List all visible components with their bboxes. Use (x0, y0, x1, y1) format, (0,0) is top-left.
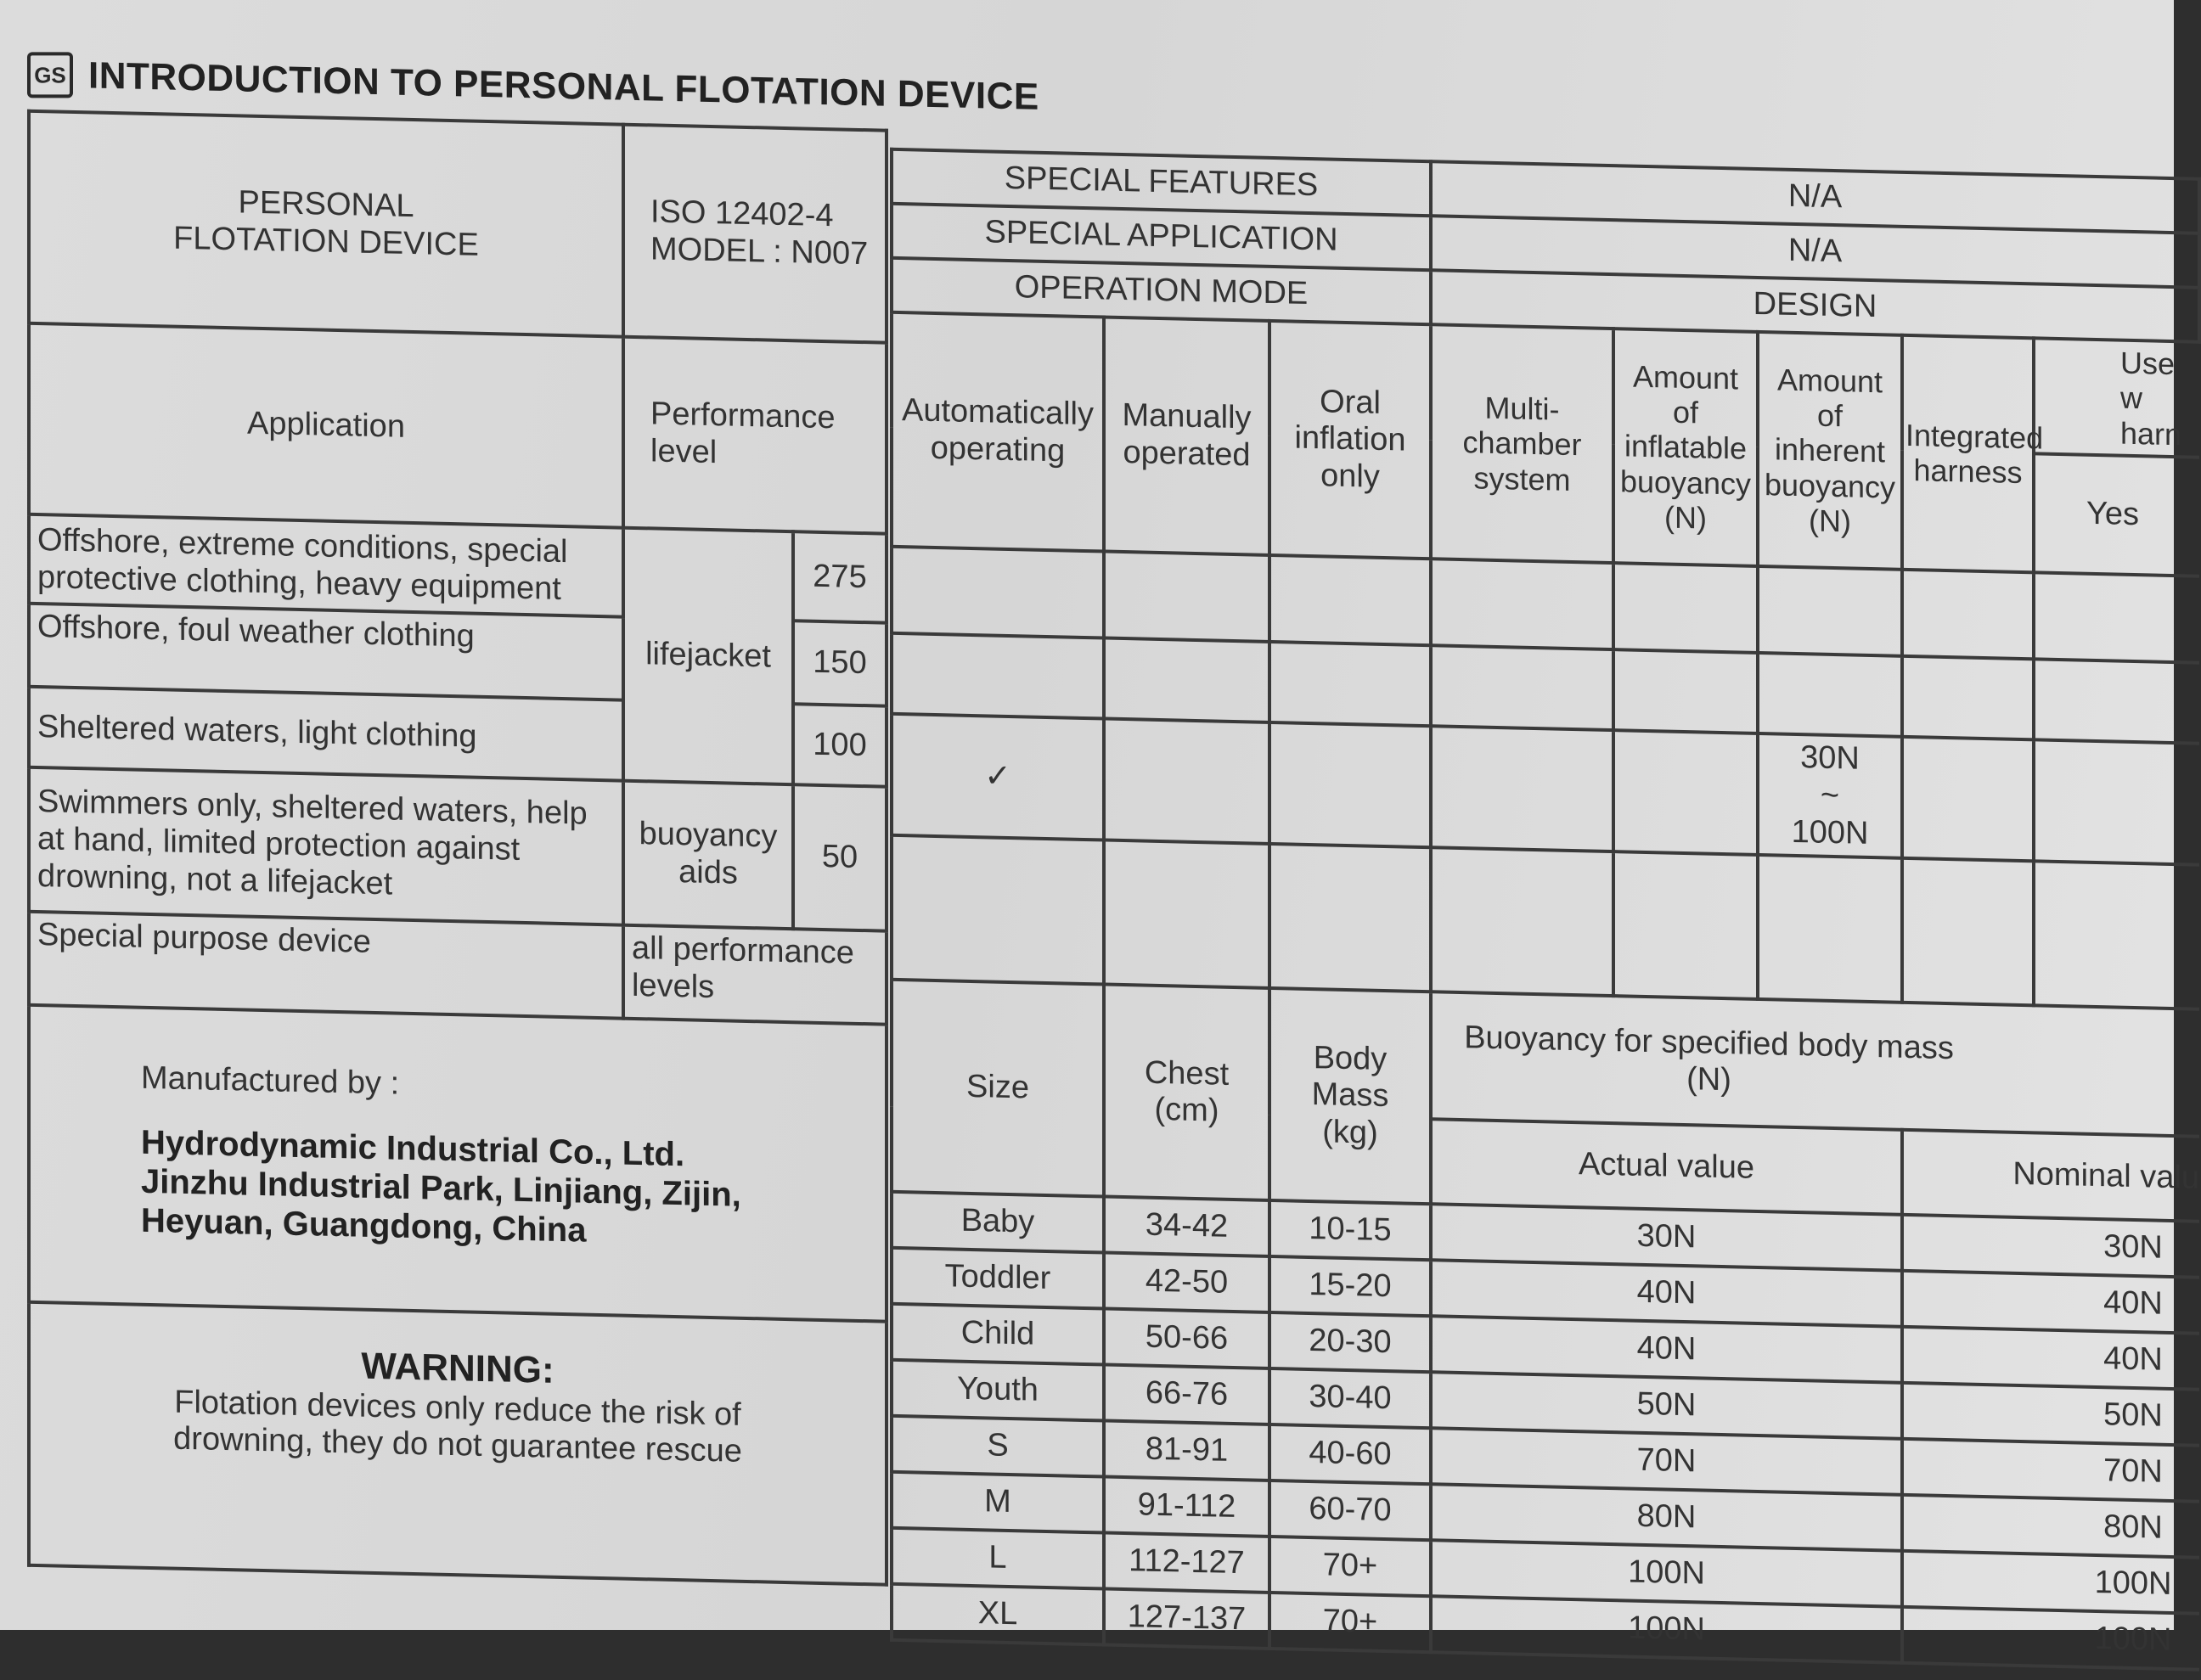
level-275: 275 (793, 531, 887, 622)
chest-cell: 81-91 (1104, 1421, 1269, 1481)
op-cell (1269, 844, 1431, 992)
col-automatically-operating: Automatically operating (892, 312, 1104, 552)
size-cell: Toddler (892, 1248, 1104, 1309)
buoyancy-header: Buoyancy for specified body mass (N) (1431, 992, 2199, 1137)
design-cell (1613, 649, 1758, 733)
op-cell (892, 835, 1104, 985)
size-cell: M (892, 1472, 1104, 1533)
design-cell (1431, 559, 1613, 649)
inherent-buoyancy-value: 30N ~ 100N (1758, 733, 1902, 858)
nominal-value-cell: 100N (1902, 1551, 2199, 1614)
col-oral-inflation: Oral inflation only (1269, 321, 1431, 559)
manufacturer-block (29, 1005, 887, 1322)
size-header: Size (892, 980, 1104, 1197)
op-cell (1104, 840, 1269, 988)
size-cell: S (892, 1416, 1104, 1477)
design-cell (1902, 656, 2034, 740)
col-manually-operated: Manually operated (1104, 317, 1269, 556)
design-cell (2034, 862, 2199, 1009)
nominal-value-header: Nominal valu (1902, 1130, 2199, 1222)
right-table (890, 148, 2201, 1672)
actual-value-cell: 40N (1431, 1316, 1902, 1383)
actual-value-cell: 50N (1431, 1372, 1902, 1439)
col-inherent-buoyancy: Amount of inherent buoyancy (N) (1758, 332, 1902, 570)
special-application-value: N/A (1431, 216, 2199, 288)
pfd-label-text: PERSONAL FLOTATION DEVICE (173, 184, 479, 263)
design-cell (1431, 726, 1613, 851)
mass-cell: 20-30 (1269, 1312, 1431, 1372)
col-use-with-harness: Use w harn (2034, 338, 2199, 458)
nominal-value-cell: 40N (1902, 1271, 2199, 1334)
application-row-2: Offshore, foul weather clothing (29, 604, 623, 700)
gs-logo-icon (27, 52, 73, 98)
op-cell (1269, 642, 1431, 726)
application-header: Application (29, 323, 623, 528)
design-cell (1613, 851, 1758, 999)
level-50: 50 (793, 784, 887, 930)
model-text: ISO 12402-4 MODEL : N007 (650, 194, 869, 273)
actual-value-cell: 30N (1431, 1204, 1902, 1271)
mass-cell: 10-15 (1269, 1200, 1431, 1260)
application-row-1: Offshore, extreme conditions, special protective clothing, heavy equipment (29, 514, 623, 617)
size-cell: XL (892, 1584, 1104, 1645)
mass-cell: 40-60 (1269, 1424, 1431, 1484)
actual-value-cell: 80N (1431, 1484, 1902, 1551)
left-table (27, 110, 888, 1587)
performance-header: Performance level (623, 337, 887, 534)
mass-cell: 30-40 (1269, 1368, 1431, 1428)
design-cell (1613, 730, 1758, 855)
mass-cell: 60-70 (1269, 1481, 1431, 1540)
manufacturer-label: Manufactured by : (141, 1059, 400, 1102)
size-cell: Baby (892, 1192, 1104, 1253)
op-cell (892, 633, 1104, 719)
design-cell (2034, 660, 2199, 744)
level-100: 100 (793, 704, 887, 786)
design-cell (1758, 653, 1902, 737)
page-title: INTRODUCTION TO PERSONAL FLOTATION DEVICE (88, 54, 1039, 118)
actual-value-cell: 100N (1431, 1596, 1902, 1663)
nominal-value-cell: 40N (1902, 1327, 2199, 1390)
design-cell (1902, 737, 2034, 862)
mass-cell: 70+ (1269, 1537, 1431, 1596)
nominal-value-cell: 80N (1902, 1495, 2199, 1558)
size-cell: Youth (892, 1360, 1104, 1421)
pfd-label (29, 111, 623, 337)
chest-cell: 91-112 (1104, 1477, 1269, 1537)
design-cell (2034, 573, 2199, 663)
nominal-value-cell: 50N (1902, 1383, 2199, 1446)
chest-cell: 50-66 (1104, 1309, 1269, 1368)
model-cell (623, 125, 887, 343)
special-features-label: SPECIAL FEATURES (892, 149, 1431, 216)
nominal-value-cell: 30N (1902, 1215, 2199, 1278)
logo-text: GS (34, 61, 66, 87)
design-cell (1613, 563, 1758, 653)
actual-value-cell: 40N (1431, 1260, 1902, 1327)
buoyancy-aids-label: buoyancy aids (623, 781, 793, 930)
nominal-value-cell: 100N (1902, 1607, 2199, 1670)
op-cell (1104, 638, 1269, 722)
application-row-4: Swimmers only, sheltered waters, help at hand, limited protection against drowning, not a lifejacket (29, 767, 623, 925)
mass-cell: 15-20 (1269, 1256, 1431, 1316)
actual-value-cell: 70N (1431, 1428, 1902, 1495)
op-cell (1269, 722, 1431, 847)
all-levels-label: all performance levels (623, 925, 887, 1025)
warning-title: WARNING: (361, 1345, 554, 1391)
chest-cell: 42-50 (1104, 1253, 1269, 1312)
chest-cell: 127-137 (1104, 1589, 1269, 1649)
design-cell (1431, 847, 1613, 996)
special-features-value: N/A (1431, 161, 2199, 233)
warning-block (29, 1302, 887, 1585)
col-integrated-harness: Integrated harness (1902, 335, 2034, 573)
chest-cell: 112-127 (1104, 1533, 1269, 1593)
level-150: 150 (793, 621, 887, 705)
actual-value-header: Actual value (1431, 1119, 1902, 1215)
design-cell (1758, 566, 1902, 656)
lifejacket-label: lifejacket (623, 528, 793, 785)
col-multi-chamber: Multi-chamber system (1431, 324, 1613, 563)
special-application-label: SPECIAL APPLICATION (892, 204, 1431, 270)
chest-cell: 66-76 (1104, 1365, 1269, 1424)
warning-text: Flotation devices only reduce the risk of drowning, they do not guarantee rescue (173, 1384, 742, 1470)
design-cell (1902, 858, 2034, 1006)
chest-cell: 34-42 (1104, 1197, 1269, 1256)
col-yes: Yes (2034, 454, 2199, 576)
chest-header: Chest (cm) (1104, 985, 1269, 1200)
application-row-3: Sheltered waters, light clothing (29, 687, 623, 781)
op-cell (1104, 719, 1269, 844)
design-cell (1431, 645, 1613, 730)
design-cell (1902, 570, 2034, 660)
op-cell (1269, 555, 1431, 645)
design-cell (1758, 855, 1902, 1003)
manufacturer-name: Hydrodynamic Industrial Co., Ltd. Jinzhu Industrial Park, Linjiang, Zijin, Heyuan, Guangdong, China (141, 1123, 741, 1250)
size-cell: L (892, 1528, 1104, 1589)
col-inflatable-buoyancy: Amount of inflatable buoyancy (N) (1613, 329, 1758, 566)
nominal-value-cell: 70N (1902, 1439, 2199, 1502)
size-rows (892, 1192, 2199, 1670)
body-mass-header: Body Mass (kg) (1269, 988, 1431, 1204)
special-purpose-label: Special purpose device (29, 912, 623, 1019)
op-cell (892, 547, 1104, 638)
design-cell (2034, 740, 2199, 865)
check-mark-icon: ✓ (892, 714, 1104, 840)
size-cell: Child (892, 1304, 1104, 1365)
op-cell (1104, 552, 1269, 642)
operation-mode-header: OPERATION MODE (892, 258, 1431, 324)
mass-cell: 70+ (1269, 1593, 1431, 1652)
actual-value-cell: 100N (1431, 1540, 1902, 1607)
design-header: DESIGN (1431, 270, 2199, 342)
